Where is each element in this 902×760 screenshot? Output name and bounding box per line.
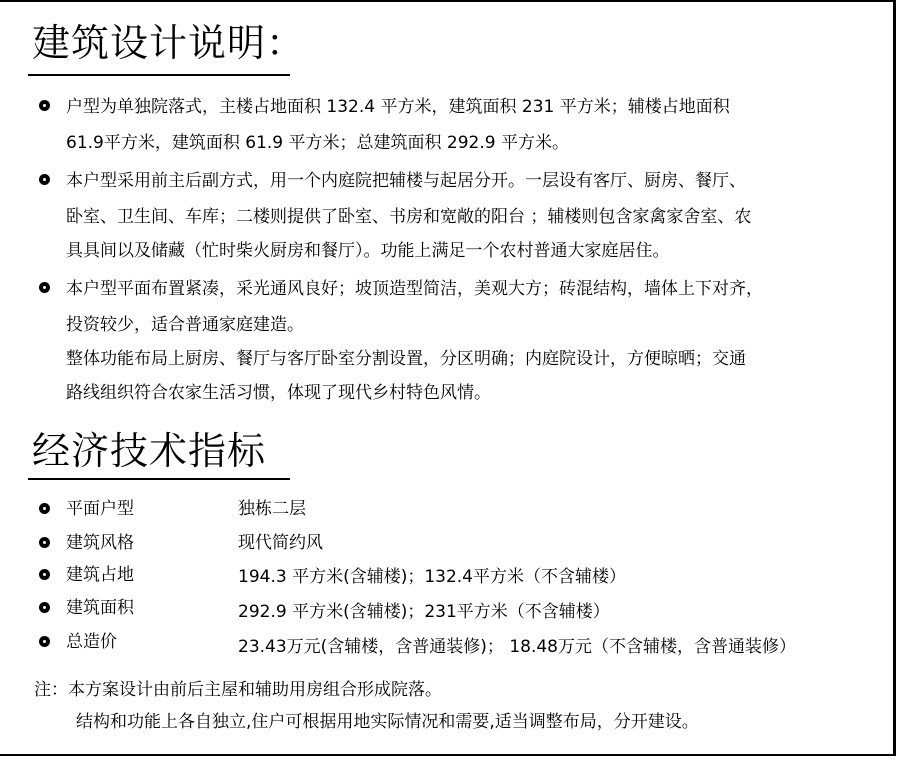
economic-title-underline [28,478,290,480]
design-section-title: 建筑设计说明： [32,21,306,65]
economic-section-title: 经济技术指标 [32,429,267,473]
bullet-icon [39,569,50,580]
indicator-label: 总造价 [66,632,117,652]
indicator-value: 194.3 平方米(含辅楼)；132.4平方米（不含辅楼） [238,567,627,587]
design-item-1-line-2: 61.9平方米，建筑面积 61.9 平方米；总建筑面积 292.9 平方米。 [66,133,569,153]
bullet-icon [39,282,50,293]
bullet-icon [39,636,50,647]
design-item-2-line-1: 本户型采用前主后副方式，用一个内庭院把辅楼与起居分开。一层设有客厅、厨房、餐厅、 [66,171,746,191]
indicator-value: 现代简约风 [238,533,323,553]
design-title-underline [28,74,290,76]
bullet-icon [39,537,50,548]
bullet-icon [39,503,50,514]
design-item-2-line-2: 卧室、卫生间、车库；二楼则提供了卧室、书房和宽敞的阳台 ；辅楼则包含家禽家舍室、农 [66,207,752,227]
indicator-label: 平面户型 [66,499,134,519]
indicator-label: 建筑占地 [66,565,134,585]
note-line-2: 结构和功能上各自独立,住户可根据用地实际情况和需要,适当调整布局，分开建设。 [76,712,699,732]
indicator-value: 292.9 平方米(含辅楼)；231平方米（不含辅楼） [238,602,610,622]
indicator-value: 23.43万元(含辅楼，含普通装修)； 18.48万元（不含辅楼，含普通装修） [238,637,797,657]
design-item-1-line-1: 户型为单独院落式，主楼占地面积 132.4 平方米，建筑面积 231 平方米；辅楼占地面积 [66,97,730,117]
design-item-3-line-3: 整体功能布局上厨房、餐厅与客厅卧室分割设置，分区明确；内庭院设计，方便晾晒；交通 [66,349,746,369]
design-item-3-line-4: 路线组织符合农家生活习惯，体现了现代乡村特色风情。 [66,383,491,403]
design-item-3-line-2: 投资较少，适合普通家庭建造。 [66,315,304,335]
bullet-icon [39,100,50,111]
indicator-label: 建筑风格 [66,533,134,553]
indicator-label: 建筑面积 [66,598,134,618]
design-item-2-line-3: 具具间以及储藏（忙时柴火厨房和餐厅）。功能上满足一个农村普通大家庭居住。 [66,241,670,261]
bullet-icon [39,602,50,613]
indicator-value: 独栋二层 [238,499,306,519]
note-line-1: 注：本方案设计由前后主屋和辅助用房组合形成院落。 [34,680,442,700]
design-item-3-line-1: 本户型平面布置紧凑，采光通风良好；坡顶造型简洁，美观大方；砖混结构，墙体上下对齐， [66,279,763,299]
bullet-icon [39,174,50,185]
